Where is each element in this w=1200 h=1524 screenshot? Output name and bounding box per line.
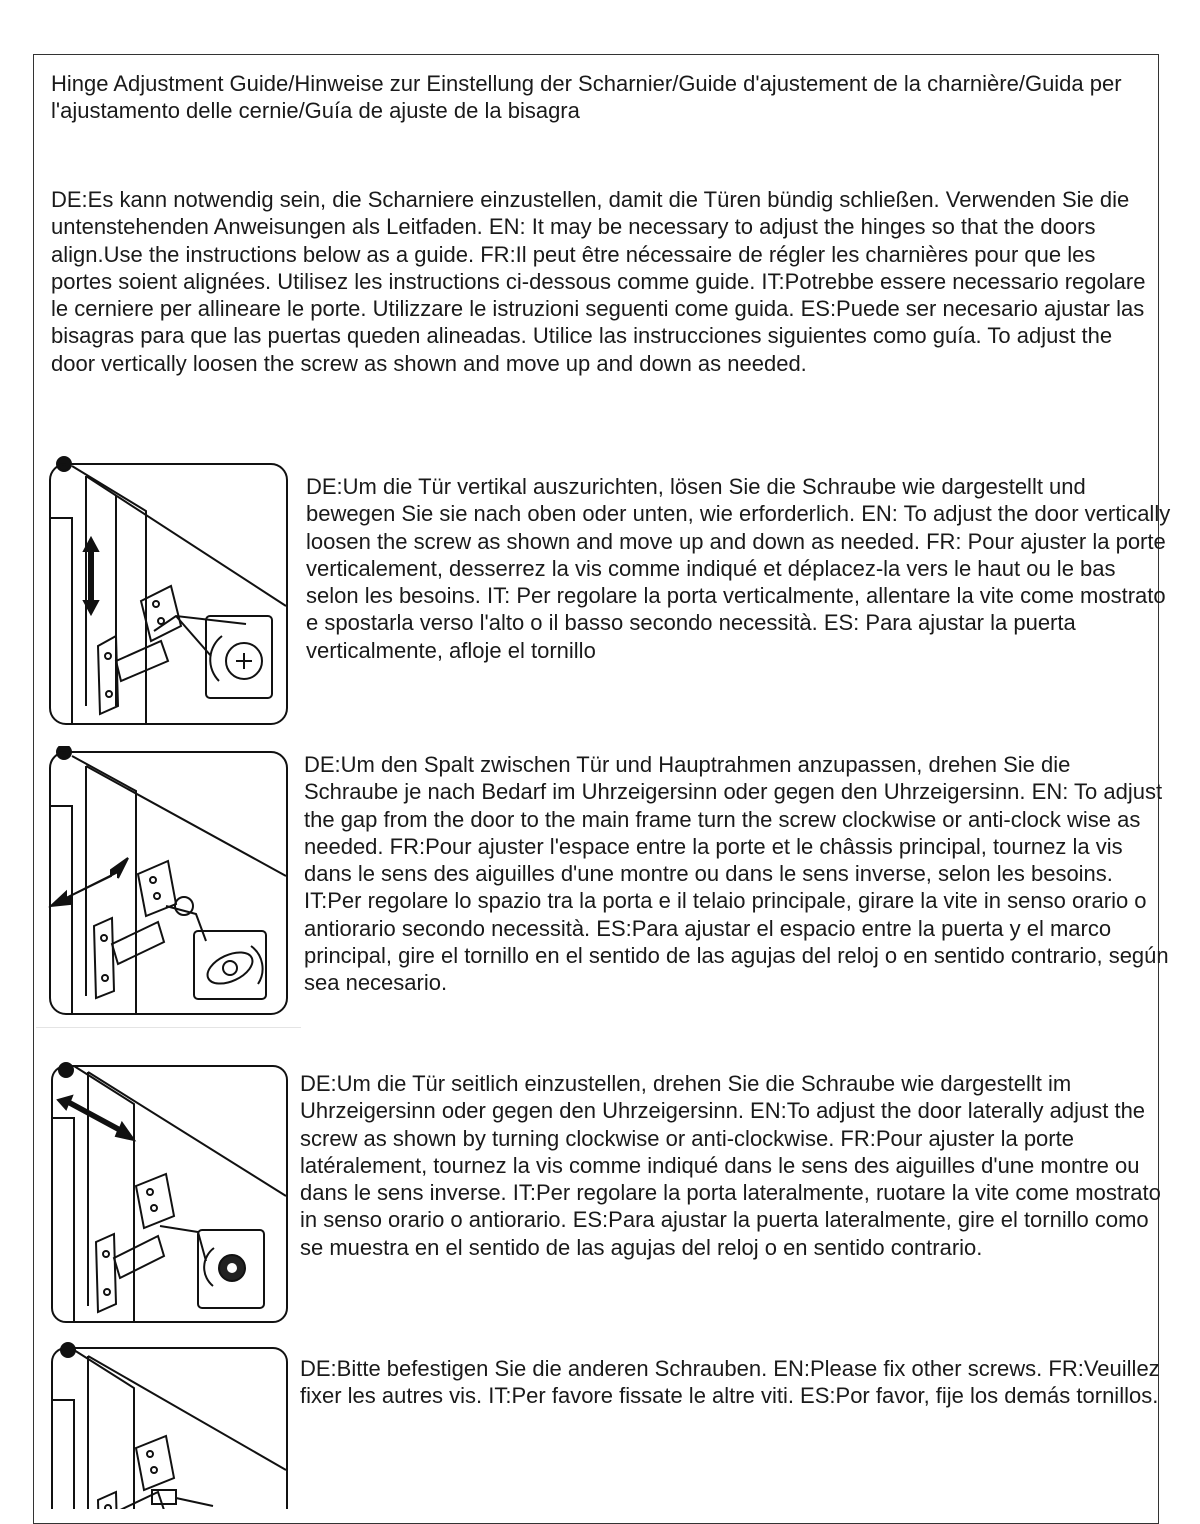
lateral-adjustment-hinge-icon [48,1056,293,1326]
gap-adjustment-hinge-icon [46,746,291,1016]
page-title: Hinge Adjustment Guide/Hinweise zur Einstellung der Scharnier/Guide d'ajustement de la charnière/Guida per l'ajustamento delle cernie/Guía de ajuste de la bisagra [51,71,1122,123]
vertical-adjustment-hinge-icon [46,456,291,726]
step-1-text: DE:Um die Tür vertikal auszurichten, lösen Sie die Schraube wie dargestellt und bewegen Sie sie nach oben oder unten, wie erforderlich. EN: To adjust the door vertically loosen the screw as shown and move up and down as needed. FR: Pour ajuster la porte verticalement, desserrez la vis comme indiqué et déplacez-la vers le haut ou le bas selon les besoins. IT: Per regolare la porta verticalmente, allentare la vite come mostrato e spostarla verso l'alto o il basso secondo necessità. ES: Para ajustar la puerta verticalmente, afloje el tornillo [306,474,1171,663]
divider [36,1027,301,1028]
intro-paragraph: DE:Es kann notwendig sein, die Scharniere einzustellen, damit die Türen bündig schließen. Verwenden Sie die untenstehenden Anweisungen als Leitfaden. EN: It may be necessary to adjust the hinges so that the doors align.Use the instructions below as a guide. FR:Il peut être nécessaire de régler les charnières pour que les portes soient alignées. Utilisez les instructions ci-dessous comme guide. IT:Potrebbe essere necessario regolare le cerniere per allineare le porte. Utilizzare le istruzioni seguenti come guida. ES:Puede ser necesario ajustar las bisagras para que las puertas queden alineadas. Utilice las instrucciones siguientes como guía. To adjust the door vertically loosen the screw as shown and move up and down as needed. [51,187,1146,376]
step-2-text: DE:Um den Spalt zwischen Tür und Hauptrahmen anzupassen, drehen Sie die Schraube je nach Bedarf im Uhrzeigersinn oder gegen den Uhrzeigersinn. EN: To adjust the gap from the door to the main frame turn the screw clockwise or anti-clock wise as needed. FR:Pour ajuster l'espace entre la porte et le châssis principal, tournez la vis dans le sens des aiguilles d'une montre ou dans le sens inverse, selon les besoins. IT:Per regolare lo spazio tra la porta e il telaio principale, girare la vite in senso orario o antiorario secondo necessità. ES:Para ajustar el espacio entre la puerta y el marco principal, gire el tornillo en el sentido de las agujas del reloj o en sentido contrario, según sea necesario. [304,752,1169,996]
step-4-text: DE:Bitte befestigen Sie die anderen Schrauben. EN:Please fix other screws. FR:Veuillez fixer les autres vis. IT:Per favore fissate le altre viti. ES:Por favor, fije los demás tornillos. [300,1356,1160,1409]
step-3-text: DE:Um die Tür seitlich einzustellen, drehen Sie die Schraube wie dargestellt im Uhrzeigersinn oder gegen den Uhrzeigersinn. EN:To adjust the door laterally adjust the screw as shown by turning clockwise or anti-clockwise. FR:Pour ajuster la porte latéralement, tournez la vis comme indiqué dans le sens des aiguilles d'une montre ou dans le sens inverse. IT:Per regolare la porta lateralmente, ruotare la vite come mostrato in senso orario o antiorario. ES:Para ajustar la puerta lateralmente, gire el tornillo como se muestra en el sentido de las agujas del reloj o en sentido contrario. [300,1071,1161,1260]
fix-screws-hinge-icon [48,1340,293,1509]
